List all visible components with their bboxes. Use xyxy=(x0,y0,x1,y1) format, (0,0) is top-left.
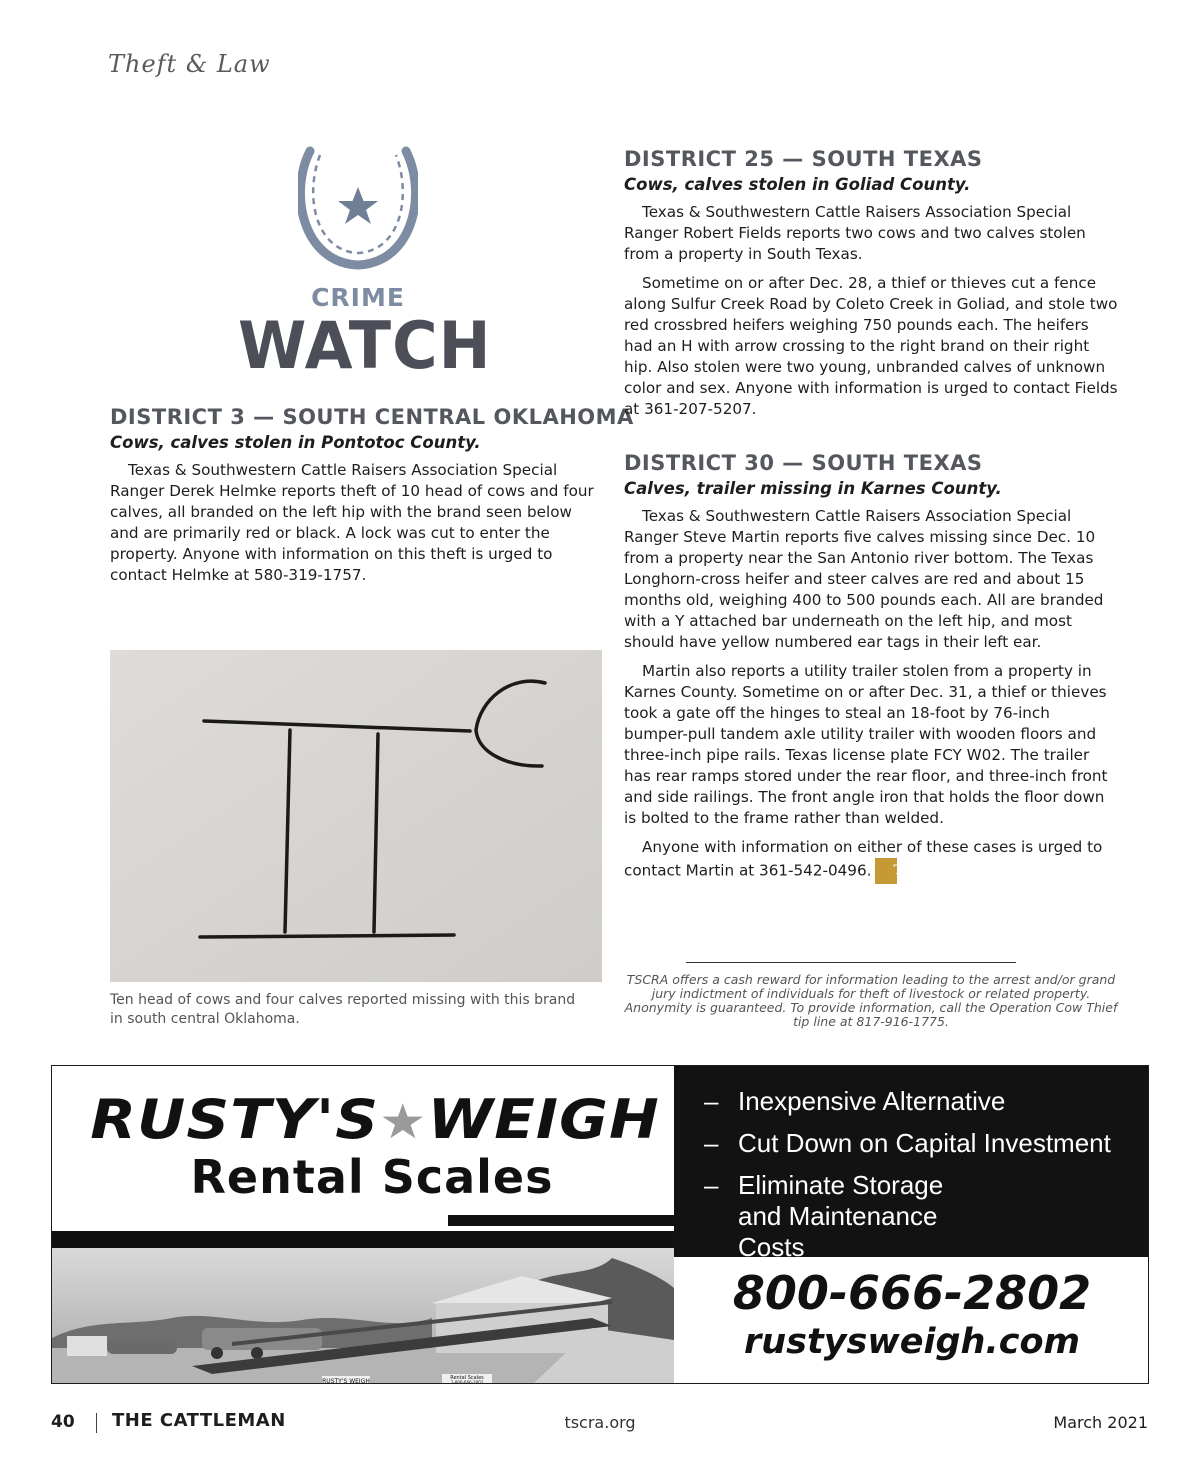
photo-sign-rental: Rental Scales xyxy=(450,1375,484,1381)
page-number: 40 xyxy=(51,1412,75,1432)
cattle-brand-drawing xyxy=(110,650,602,982)
ad-benefits-panel xyxy=(674,1066,1149,1262)
district-3-subhead: Cows, calves stolen in Pontotoc County. xyxy=(110,433,481,452)
district-30-paragraph-1: Texas & Southwestern Cattle Raisers Association Special Ranger Steve Martin reports five calves missing since Dec. 10 from a property near the San Antonio river bottom. The Texas Longhorn-cross heifer and steer calves are red and about 15 months old, weighing 400 to 500 pounds each. All are branded with a Y attached bar underneath on the left hip, and most should have yellow numbered ear tags in their left ear. xyxy=(624,507,1104,651)
ad-divider-bar xyxy=(52,1231,674,1248)
star-icon: ★ xyxy=(379,1094,428,1150)
ad-accent-bar xyxy=(448,1215,674,1226)
reward-divider xyxy=(686,962,1016,963)
district-25-subhead: Cows, calves stolen in Goliad County. xyxy=(624,175,971,194)
brand-drawing-photo xyxy=(110,650,602,982)
ad-website: rustysweigh.com xyxy=(744,1322,1080,1362)
district-25-heading: DISTRICT 25 — SOUTH TEXAS xyxy=(624,147,983,171)
photo-caption: Ten head of cows and four calves reported missing with this brand in south central Oklahoma. xyxy=(110,992,576,1027)
horseshoe-star-icon xyxy=(298,145,418,280)
district-3-article xyxy=(110,404,634,594)
photo-sign-phone: 1-800-666-2802 xyxy=(450,1380,484,1384)
ad-brand-a: RUSTY'S xyxy=(90,1088,380,1151)
district-3-paragraph: Texas & Southwestern Cattle Raisers Association Special Ranger Derek Helmke reports theft of 10 head of cows and four calves, all branded on the left hip with the brand seen below and are primarily red or black. A lock was cut to enter the property. Anyone with information on this theft is urged to contact Helmke at 580-319-1757. xyxy=(110,461,594,584)
district-30-paragraph-2: Martin also reports a utility trailer stolen from a property in Karnes County. Sometime on or after Dec. 31, a thief or thieves took a gate off the hinges to steal an 18-foot by 76-inch bumper-pull tandem axle utility trailer with wooden floors and three-inch pipe rails. Texas license plate FCY W02. The trailer has rear ramps stored under the rear floor, and three-inch front and side railings. The front angle iron that holds the floor down is bolted to the frame rather than welded. xyxy=(624,662,1108,827)
ad-brand-b: WEIGH xyxy=(427,1088,660,1151)
ad-phone-number: 800-666-2802 xyxy=(732,1266,1092,1320)
district-30-paragraph-3 xyxy=(624,837,1118,884)
district-30-subhead: Calves, trailer missing in Karnes County. xyxy=(624,479,1002,498)
district-articles-right xyxy=(624,146,1118,892)
ad-benefit-item: – Inexpensive Alternative xyxy=(704,1086,1006,1116)
ad-benefit-item: – Eliminate Storage and Maintenance Costs xyxy=(704,1170,944,1262)
footer-url: tscra.org xyxy=(564,1413,636,1432)
issue-date: March 2021 xyxy=(1053,1413,1148,1432)
scale-yard-illustration xyxy=(52,1248,674,1384)
logo-crime-text: CRIME xyxy=(311,283,405,312)
photo-sign-brand: RUSTY'S WEIGH xyxy=(322,1378,370,1384)
reward-notice: TSCRA offers a cash reward for information leading to the arrest and/or grand jury indictment of individuals for theft of livestock or related property. Anonymity is guaranteed. To provide information, call the Operation Cow Thief tip line at 817-916-1775. xyxy=(624,972,1118,1029)
ad-brand-title xyxy=(51,1088,700,1151)
dash-bullet-icon: – xyxy=(704,1128,719,1158)
ad-subtitle: Rental Scales xyxy=(190,1150,554,1204)
section-tag: Theft & Law xyxy=(108,50,271,78)
dash-bullet-icon: – xyxy=(704,1086,719,1116)
footer-separator xyxy=(96,1413,97,1433)
ad-benefit-item: – Cut Down on Capital Investment xyxy=(704,1128,1111,1158)
rustys-weigh-ad xyxy=(51,1065,1149,1384)
district-25-paragraph-2: Sometime on or after Dec. 28, a thief or thieves cut a fence along Sulfur Creek Road by Coleto Creek in Goliad, and stole two red crossbred heifers weighing 750 pounds each. The heifers had an H with arrow crossing to the right brand on their right hip. Also stolen were two young, unbranded calves of unknown color and sex. Anyone with information is urged to contact Fields at 361-207-5207. xyxy=(624,274,1118,418)
district-3-heading: DISTRICT 3 — SOUTH CENTRAL OKLAHOMA xyxy=(110,405,634,429)
district-30-heading: DISTRICT 30 — SOUTH TEXAS xyxy=(624,451,983,475)
logo-watch-text: WATCH xyxy=(238,307,492,384)
crime-watch-logo xyxy=(238,145,492,385)
tc-end-mark-icon: TC xyxy=(875,858,897,884)
publication-name: THE CATTLEMAN xyxy=(112,1410,286,1431)
district-30-paragraph-3-text: Anyone with information on either of these cases is urged to contact Martin at 361-542-0496. xyxy=(624,838,1103,880)
scale-yard-photo xyxy=(52,1248,674,1384)
district-25-paragraph-1: Texas & Southwestern Cattle Raisers Association Special Ranger Robert Fields reports two cows and two calves stolen from a property in South Texas. xyxy=(624,203,1086,263)
dash-bullet-icon: – xyxy=(704,1170,719,1200)
